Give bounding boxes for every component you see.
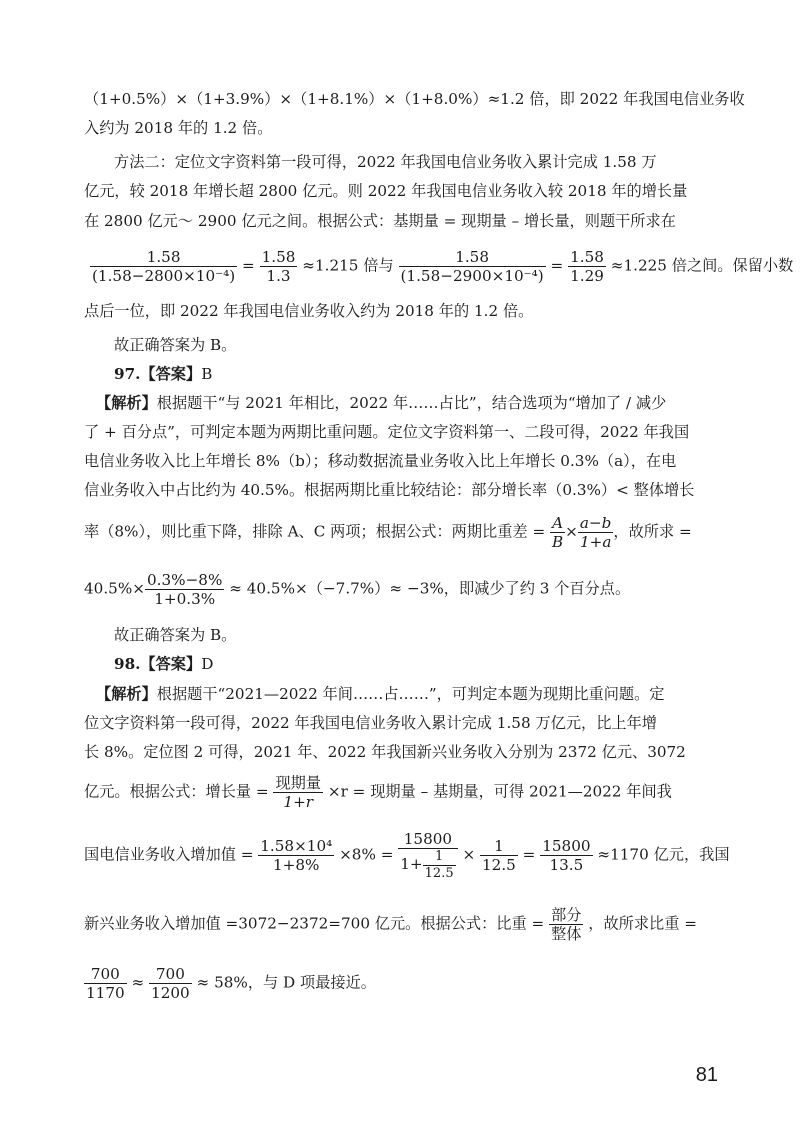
- text-line: 信业务收入中占比约为 40.5%。根据两期比重比较结论：部分增长率（0.3%）< 整体增长: [84, 481, 695, 499]
- formula-line: 亿元。根据公式：增长量 = 现期量 1+r ×r = 现期量 – 基期量，可得 2021—2022 年间我: [84, 774, 672, 812]
- fraction: $\frac{1}{12.5}$: [482, 836, 516, 875]
- text-line: 故正确答案为 B。: [114, 626, 237, 644]
- fraction: $\frac{700}{1200}$: [151, 965, 190, 1003]
- formula-line: $\frac{1.58}{\text{(1.58−2800×10⁻⁴)}}$ = $\frac{1.58}{1.3}$ ≈1.215 倍与 $\frac{1.58}{\text{(1.58−2900×10⁻⁴)}}$ = $\frac{1.58}{1.29}$ ≈1.225 倍之间。保留小数: [92, 248, 794, 286]
- text-line: 入约为 2018 年的 1.2 倍。: [84, 119, 273, 137]
- text-line: 【解析】根据题干“2021—2022 年间……占……”，可判定本题为现期比重问题。定: [96, 685, 665, 703]
- formula-line: 40.5%× $\frac{0.3\%-8\%}{1+0.3\%}$ ≈ 40.5%×（−7.7%）≈ −3%，即减少了约 3 个百分点。: [84, 571, 631, 609]
- formula-line: 新兴业务收入增加值 =3072−2372=700 亿元。根据公式：比重 = 部分 整体 ，故所求比重 =: [84, 906, 697, 944]
- fraction: $\frac{15800}{13.5}$: [542, 836, 591, 875]
- fraction: $\frac{A}{B}$: [552, 514, 564, 552]
- fraction: $\frac{0.3\%-8\%}{1+0.3\%}$: [146, 571, 223, 609]
- fraction: $\frac{1.58}{1.3}$: [261, 248, 296, 286]
- fraction: $\frac{1.58}{1.29}$: [570, 248, 604, 286]
- text-line: 方法二：定位文字资料第一段可得，2022 年我国电信业务收入累计完成 1.58 万: [114, 153, 657, 171]
- text-line: 点后一位，即 2022 年我国电信业务收入约为 2018 年的 1.2 倍。: [84, 302, 534, 320]
- text-line: 亿元，较 2018 年增长超 2800 亿元。则 2022 年我国电信业务收入较 2018 年的增长量: [84, 182, 688, 200]
- fraction: 现期量 1+r: [275, 774, 322, 812]
- analysis-label: 【解析】: [96, 685, 157, 703]
- text-line: 电信业务收入比上年增长 8%（b）；移动数据流量业务收入比上年增长 0.3%（a），在电: [84, 452, 677, 470]
- fraction: $\frac{a-b}{1+a}$: [579, 514, 612, 552]
- answer-97: 97.【答案】B: [114, 365, 213, 383]
- formula-line: 国电信业务收入增加值 = $\frac{\text{1.58×10⁴}}{1+8\%}$ ×8% = 15800 1+ $\frac{1}{12.5}$ × $\frac{1}{12.5}$ = $\frac{15800}{13.5}$ ≈1170 亿元，我国: [84, 830, 730, 881]
- answer-98: 98.【答案】D: [114, 655, 214, 673]
- fraction: $\frac{\text{1.58×10⁴}}{1+8\%}$: [260, 836, 333, 875]
- analysis-label: 【解析】: [96, 394, 157, 412]
- fraction: $\frac{700}{1170}$: [86, 965, 125, 1003]
- text-line: （1+0.5%）×（1+3.9%）×（1+8.1%）×（1+8.0%）≈1.2 倍，即 2022 年我国电信业务收: [84, 90, 745, 108]
- fraction: $\frac{1.58}{\text{(1.58−2800×10⁻⁴)}}$: [92, 248, 236, 286]
- formula-line: $\frac{700}{1170}$ ≈ $\frac{700}{1200}$ ≈ 58%，与 D 项最接近。: [86, 965, 376, 1003]
- text-line: 在 2800 亿元～ 2900 亿元之间。根据公式：基期量 = 现期量 – 增长量，则题干所求在: [84, 212, 676, 230]
- text-line: 【解析】根据题干“与 2021 年相比，2022 年……占比”，结合选项为“增加了 / 减少: [96, 394, 667, 412]
- formula-line: 率（8%），则比重下降，排除 A、C 两项；根据公式：两期比重差 = $\frac{A}{B}$ × $\frac{a-b}{1+a}$ ，故所求 =: [84, 514, 692, 552]
- page-number: 81: [695, 1064, 718, 1086]
- fraction: 15800 1+ $\frac{1}{12.5}$: [398, 830, 457, 881]
- text-line: 长 8%。定位图 2 可得，2021 年、2022 年我国新兴业务收入分别为 2372 亿元、3072: [84, 743, 686, 761]
- fraction: $\frac{1.58}{\text{(1.58−2900×10⁻⁴)}}$: [400, 248, 544, 286]
- text-line: 位文字资料第一段可得，2022 年我国电信业务收入累计完成 1.58 万亿元，比上年增: [84, 714, 657, 732]
- fraction: 部分 整体: [551, 906, 582, 944]
- text-line: 故正确答案为 B。: [114, 336, 237, 354]
- text-line: 了 + 百分点”，可判定本题为两期比重问题。定位文字资料第一、二段可得，2022 年我国: [84, 423, 690, 441]
